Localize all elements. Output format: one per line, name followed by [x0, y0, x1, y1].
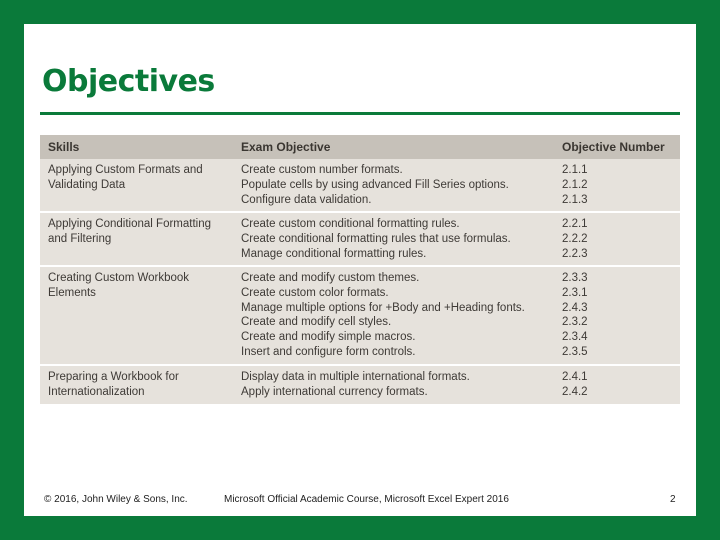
number-cell: [562, 271, 672, 360]
number-cell: [562, 217, 672, 261]
objective-text: Configure data validation.: [241, 193, 372, 206]
skill-text: Applying Custom Formats and: [48, 164, 203, 176]
objective-text: Populate cells by using advanced Fill Series options.: [241, 178, 509, 191]
objective-text: Apply international currency formats.: [241, 385, 428, 398]
footer-course: Microsoft Official Academic Course, Microsoft Excel Expert 2016: [224, 494, 509, 505]
slide: [24, 24, 696, 516]
objective-text: Create custom conditional formatting rules.: [241, 218, 460, 230]
objective-text: Create conditional formatting rules that use formulas.: [241, 232, 511, 245]
skill-text: Creating Custom Workbook: [48, 272, 190, 284]
objective-number: 2.1.2: [562, 178, 588, 191]
objective-number: 2.4.3: [562, 301, 588, 314]
objective-number: 2.2.2: [562, 232, 588, 245]
table-header: [40, 135, 680, 159]
title-divider: [40, 112, 680, 115]
table-row: [40, 213, 680, 267]
header-exam-objective: Exam Objective: [241, 140, 331, 154]
slide-title: Objectives: [42, 64, 215, 99]
footer-copyright: © 2016, John Wiley & Sons, Inc.: [44, 494, 188, 505]
objective-text: Create and modify cell styles.: [241, 316, 392, 329]
header-objective-number: Objective Number: [562, 140, 665, 154]
objective-number: 2.2.1: [562, 218, 588, 230]
number-cell: [562, 370, 672, 400]
objective-text: Display data in multiple international formats.: [241, 371, 470, 383]
skill-text: Internationalization: [48, 385, 145, 398]
skill-text: Preparing a Workbook for: [48, 371, 179, 383]
skill-cell: [48, 370, 228, 400]
table-row: [40, 366, 680, 404]
skill-text: Elements: [48, 286, 96, 299]
footer-page-number: 2: [670, 494, 676, 505]
objective-cell: [241, 370, 551, 400]
objective-cell: [241, 163, 551, 207]
skill-text: and Filtering: [48, 232, 112, 245]
skill-text: Validating Data: [48, 178, 126, 191]
objective-text: Create custom number formats.: [241, 164, 403, 176]
skill-text: Applying Conditional Formatting: [48, 218, 212, 230]
table-row: [40, 159, 680, 213]
objective-number: 2.3.3: [562, 272, 588, 284]
objective-number: 2.4.2: [562, 385, 588, 398]
number-cell: [562, 163, 672, 207]
objective-text: Manage conditional formatting rules.: [241, 247, 427, 260]
skill-cell: [48, 217, 228, 247]
objective-text: Create and modify custom themes.: [241, 272, 420, 284]
objective-number: 2.3.2: [562, 316, 588, 329]
objective-text: Insert and configure form controls.: [241, 345, 416, 358]
objectives-table: [40, 135, 680, 404]
objective-text: Create custom color formats.: [241, 286, 389, 299]
objective-text: Create and modify simple macros.: [241, 331, 416, 344]
table-row: [40, 267, 680, 366]
objective-number: 2.1.3: [562, 193, 588, 206]
objective-number: 2.3.1: [562, 286, 588, 299]
objective-number: 2.1.1: [562, 164, 588, 176]
objective-cell: [241, 217, 551, 261]
objective-number: 2.3.5: [562, 345, 588, 358]
objective-number: 2.2.3: [562, 247, 588, 260]
objective-cell: [241, 271, 551, 360]
skill-cell: [48, 271, 228, 301]
skill-cell: [48, 163, 228, 193]
objective-number: 2.3.4: [562, 331, 588, 344]
objective-number: 2.4.1: [562, 371, 588, 383]
header-skills: Skills: [48, 140, 80, 154]
objective-text: Manage multiple options for +Body and +Heading fonts.: [241, 301, 525, 314]
